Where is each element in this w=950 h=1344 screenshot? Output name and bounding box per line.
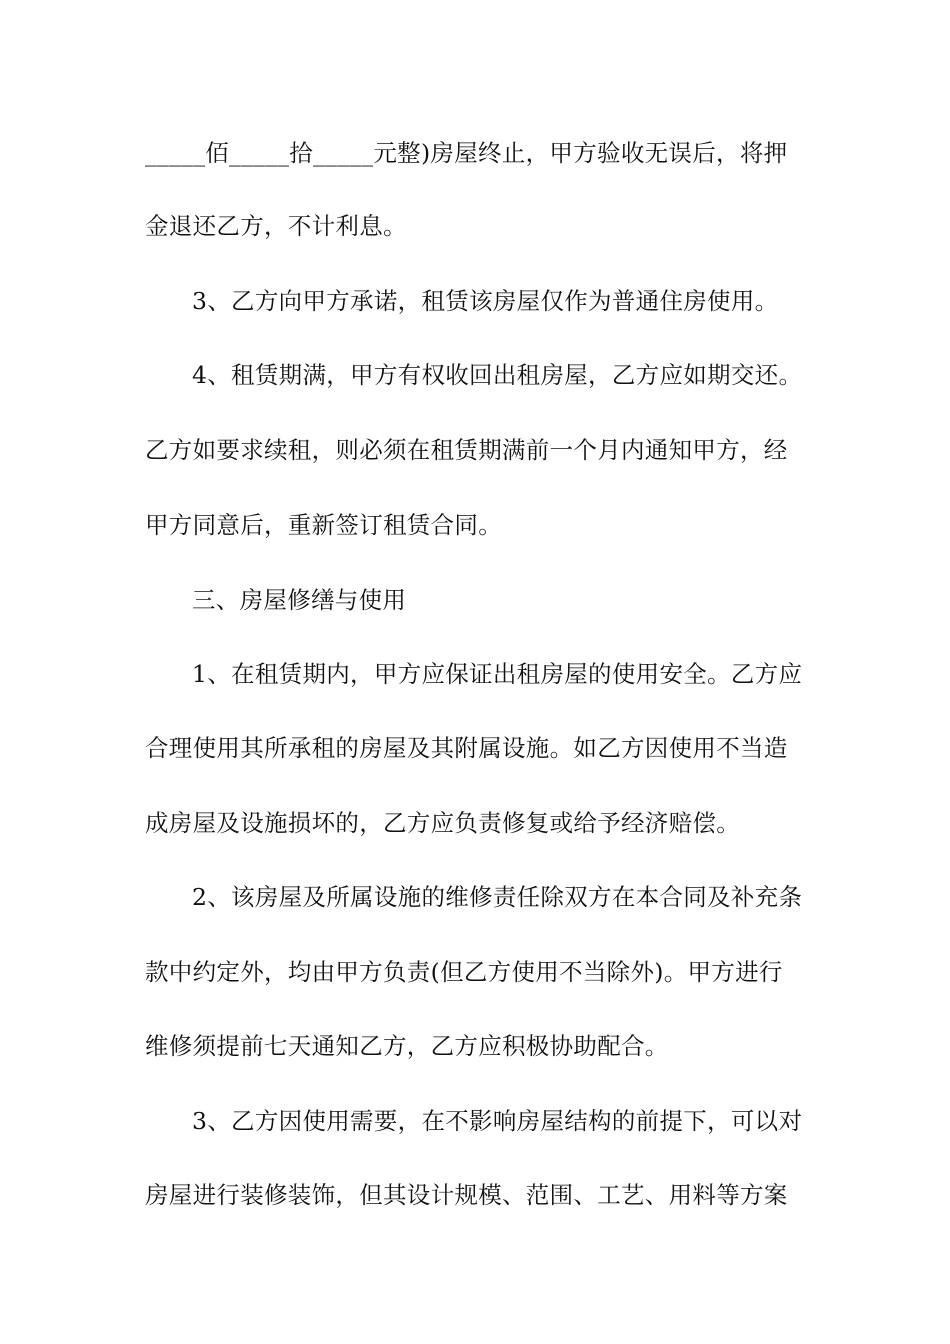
text-line: 4、租赁期满，甲方有权收回出租房屋，乙方应如期交还。 (192, 361, 803, 389)
text-line: 乙方如要求续租，则必须在租赁期满前一个月内通知甲方，经 (145, 436, 788, 464)
section-heading: 三、房屋修缮与使用 (192, 586, 407, 614)
text-line: 合理使用其所承租的房屋及其附属设施。如乙方因使用不当造 (145, 734, 788, 762)
text-line: 3、乙方向甲方承诺，租赁该房屋仅作为普通住房使用。 (192, 287, 779, 315)
text-line: 金退还乙方，不计利息。 (145, 212, 407, 240)
text-line: 甲方同意后，重新签订租赁合同。 (145, 511, 502, 539)
text-line: 房屋进行装修装饰，但其设计规模、范围、工艺、用料等方案 (145, 1181, 788, 1209)
text-line: 成房屋及设施损坏的，乙方应负责修复或给予经济赔偿。 (145, 809, 740, 837)
text-line: _____佰_____拾_____元整)房屋终止，甲方验收无误后，将押 (145, 139, 788, 167)
text-line: 维修须提前七天通知乙方，乙方应积极协助配合。 (145, 1032, 669, 1060)
text-line: 1、在租赁期内，甲方应保证出租房屋的使用安全。乙方应 (192, 660, 803, 688)
text-line: 3、乙方因使用需要，在不影响房屋结构的前提下，可以对 (192, 1107, 803, 1135)
text-line: 款中约定外，均由甲方负责(但乙方使用不当除外)。甲方进行 (145, 958, 783, 986)
text-line: 2、该房屋及所属设施的维修责任除双方在本合同及补充条 (192, 883, 803, 911)
